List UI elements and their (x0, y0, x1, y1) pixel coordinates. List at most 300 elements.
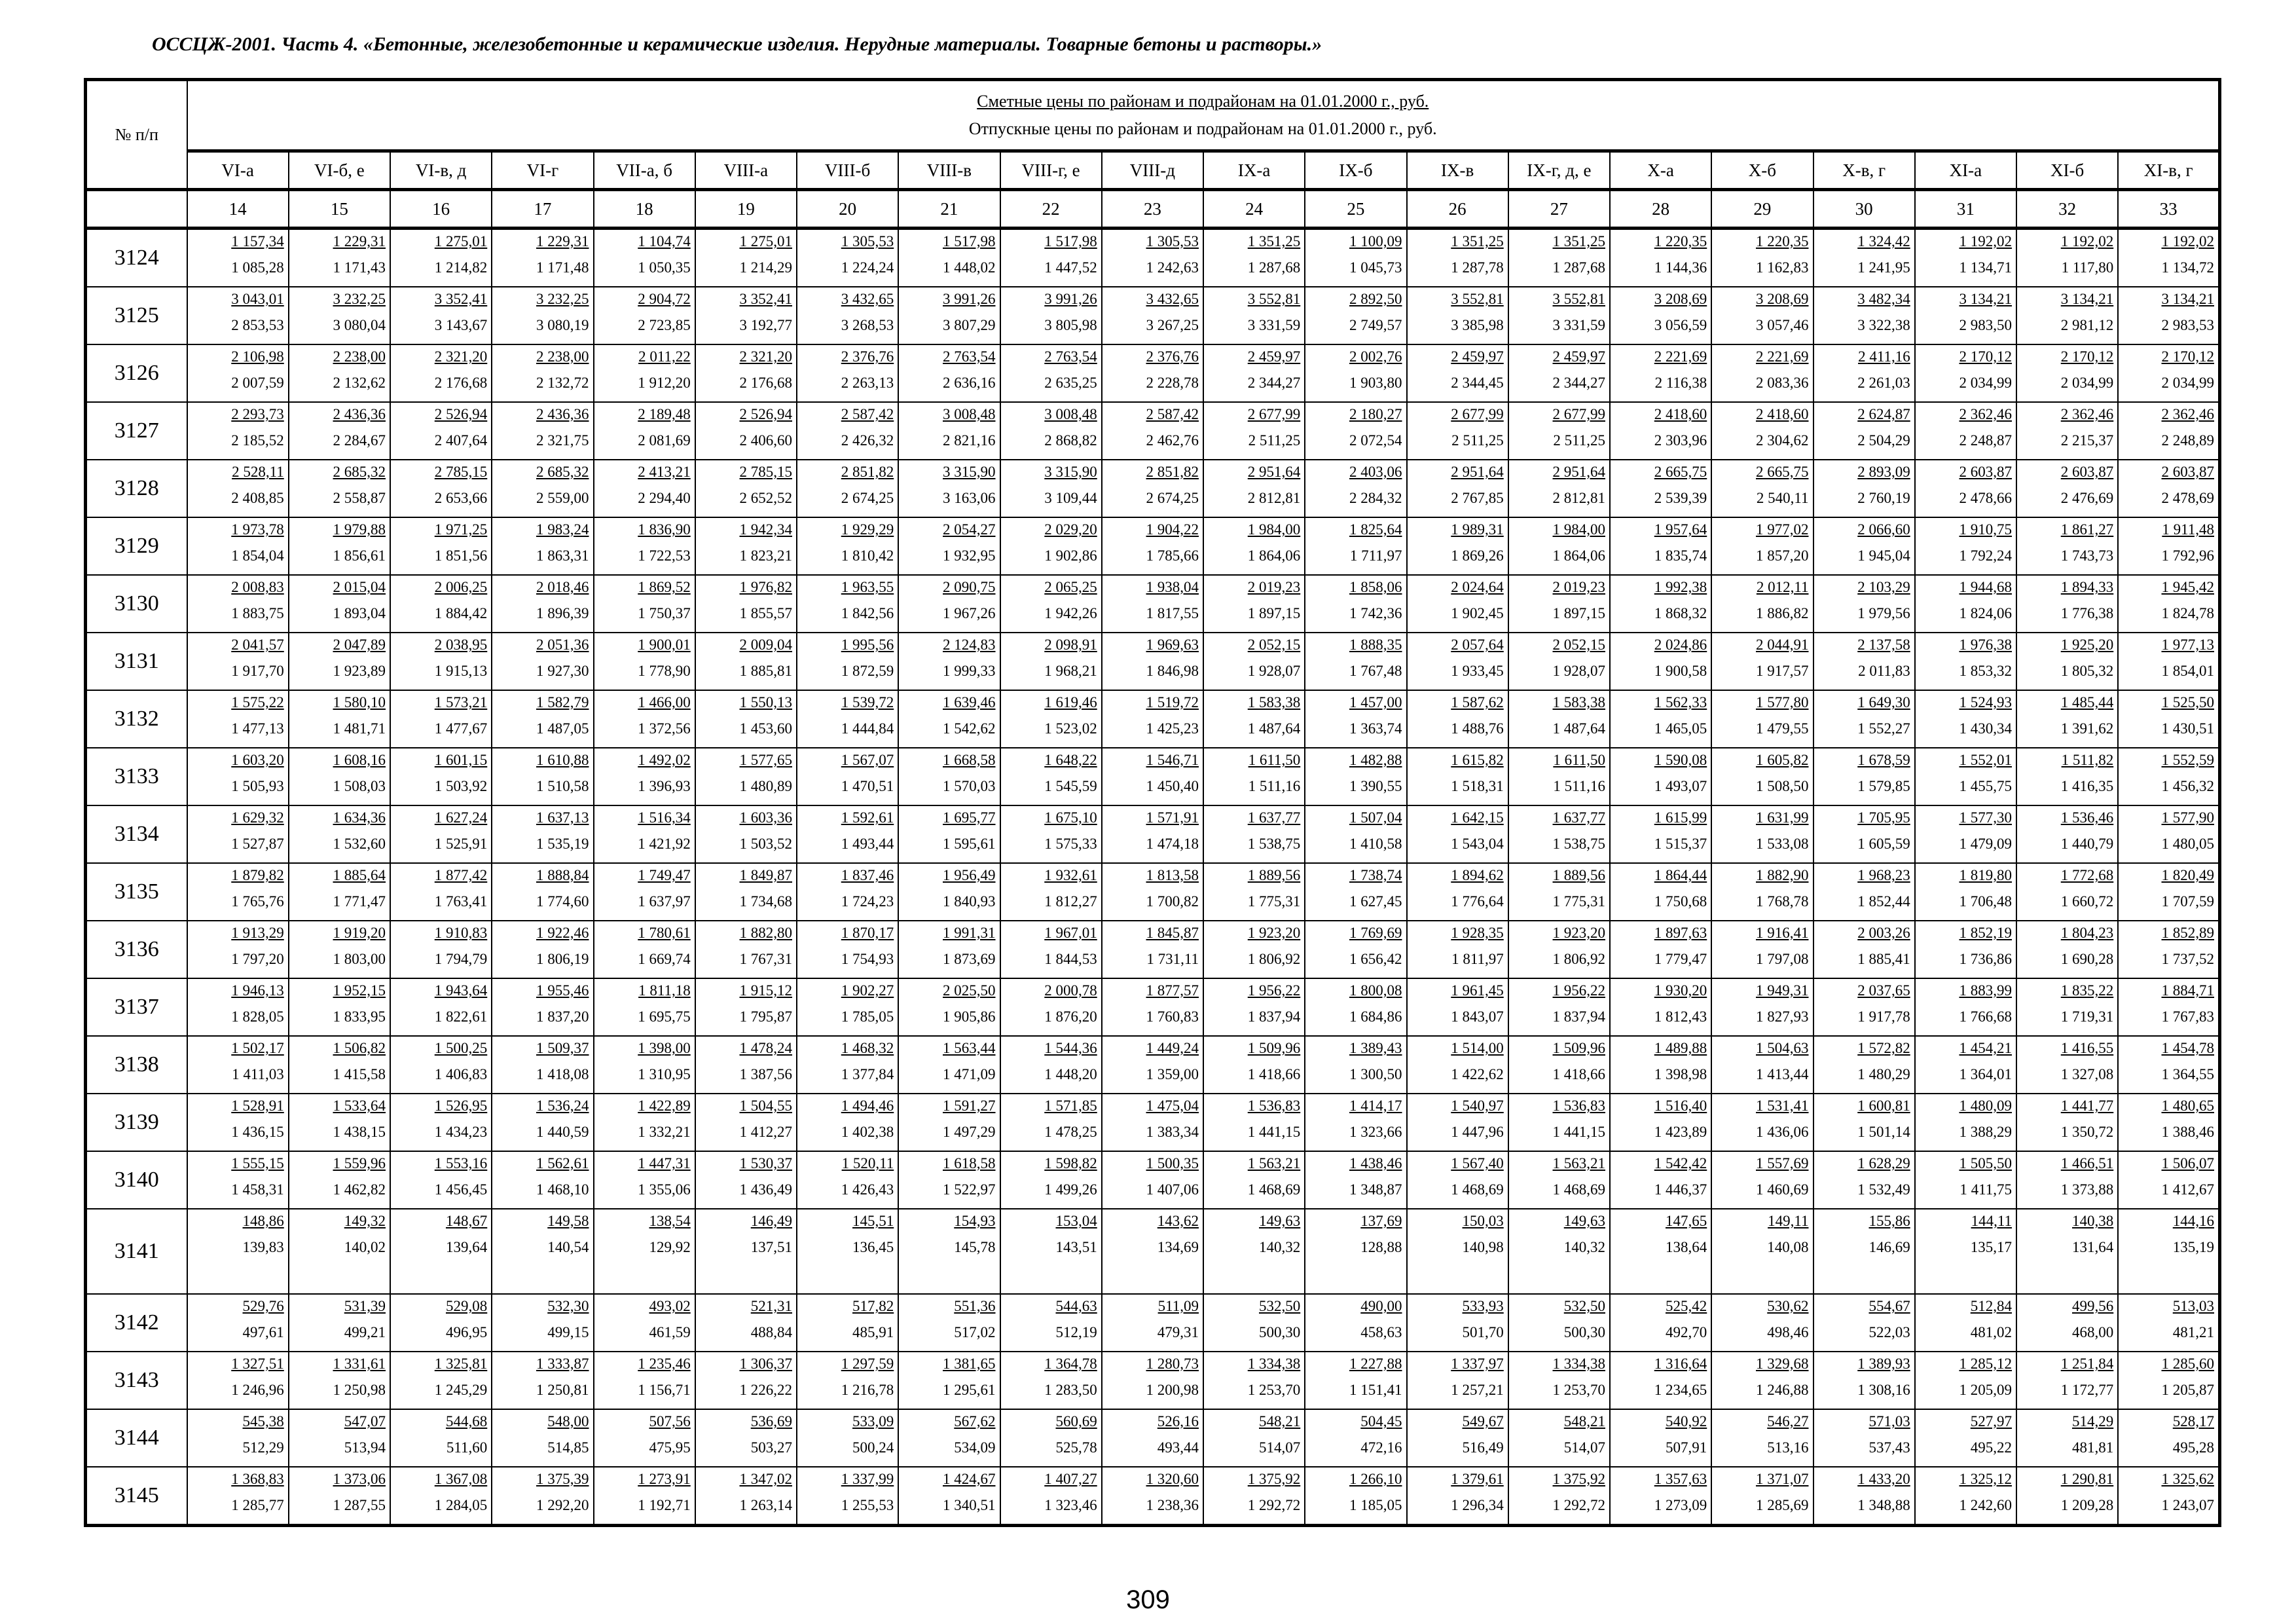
price-cell (1508, 1094, 1610, 1151)
release-price: 1 854,04 (231, 547, 284, 564)
estimated-price: 525,42 (1666, 1298, 1707, 1314)
price-cell (1407, 805, 1508, 863)
release-price: 2 462,76 (1146, 432, 1199, 449)
column-number: 15 (289, 190, 390, 229)
estimated-price: 1 928,35 (1451, 925, 1504, 941)
release-price: 140,54 (547, 1239, 589, 1255)
release-price: 1 214,82 (434, 259, 488, 276)
release-price: 2 007,59 (231, 375, 284, 391)
estimated-price: 532,50 (1259, 1298, 1301, 1314)
price-cell (1000, 690, 1102, 748)
estimated-price: 1 971,25 (434, 521, 488, 538)
estimated-price: 1 916,41 (1756, 925, 1809, 941)
price-cell (695, 460, 797, 517)
price-cell (1711, 402, 1813, 460)
release-price: 2 812,81 (1247, 490, 1301, 506)
estimated-price: 2 044,91 (1756, 637, 1809, 653)
price-cell (1508, 344, 1610, 402)
estimated-price: 2 293,73 (231, 406, 284, 422)
estimated-price: 1 992,38 (1654, 579, 1707, 595)
price-cell (1305, 1209, 1406, 1294)
release-price: 1 468,69 (1247, 1181, 1301, 1198)
release-price: 1 792,24 (1959, 547, 2012, 564)
estimated-price: 3 008,48 (1044, 406, 1097, 422)
release-price: 1 897,15 (1247, 605, 1301, 621)
price-cell (1305, 1036, 1406, 1094)
estimated-price: 2 677,99 (1552, 406, 1605, 422)
row-number: 3131 (86, 633, 187, 690)
release-price: 1 479,55 (1756, 720, 1809, 737)
estimated-price: 1 769,69 (1349, 925, 1402, 941)
estimated-price: 2 436,36 (333, 406, 386, 422)
release-price: 1 418,66 (1552, 1066, 1605, 1082)
release-price: 1 296,34 (1451, 1497, 1504, 1513)
release-price: 537,43 (1868, 1439, 1910, 1456)
estimated-price: 529,76 (242, 1298, 284, 1314)
price-cell (1305, 921, 1406, 978)
release-price: 1 518,31 (1451, 778, 1504, 794)
release-price: 3 322,38 (1857, 317, 1910, 333)
release-price: 496,95 (446, 1324, 488, 1340)
release-price: 2 248,89 (2161, 432, 2214, 449)
row-number: 3135 (86, 863, 187, 921)
column-number: 24 (1203, 190, 1305, 229)
price-cell (1711, 287, 1813, 344)
estimated-price: 1 504,63 (1756, 1040, 1809, 1056)
estimated-price: 3 134,21 (1959, 291, 2012, 307)
price-cell (2118, 1036, 2219, 1094)
row-number: 3134 (86, 805, 187, 863)
estimated-price: 1 329,68 (1756, 1356, 1809, 1372)
price-cell (289, 344, 390, 402)
release-price: 2 504,29 (1857, 432, 1910, 449)
estimated-price: 1 963,55 (841, 579, 894, 595)
estimated-price: 1 516,34 (638, 809, 691, 826)
table-row (86, 805, 2220, 863)
release-price: 1 243,07 (2161, 1497, 2214, 1513)
estimated-price: 1 590,08 (1654, 752, 1707, 768)
table-row (86, 978, 2220, 1036)
release-price: 514,07 (1563, 1439, 1605, 1456)
release-price: 1 434,23 (434, 1124, 488, 1140)
estimated-price: 1 605,82 (1756, 752, 1809, 768)
estimated-price: 1 888,84 (536, 867, 589, 883)
price-cell (695, 805, 797, 863)
release-price: 1 873,69 (943, 951, 996, 967)
price-cell (1305, 402, 1406, 460)
release-price: 2 185,52 (231, 432, 284, 449)
estimated-price: 148,86 (242, 1213, 284, 1229)
release-price: 497,61 (242, 1324, 284, 1340)
estimated-price: 1 227,88 (1349, 1356, 1402, 1372)
estimated-price: 1 631,99 (1756, 809, 1809, 826)
estimated-price: 2 403,06 (1349, 464, 1402, 480)
release-price: 1 487,05 (536, 720, 589, 737)
estimated-price: 1 563,44 (943, 1040, 996, 1056)
row-number: 3145 (86, 1467, 187, 1526)
estimated-price: 1 333,87 (536, 1356, 589, 1372)
release-price: 1 903,80 (1349, 375, 1402, 391)
price-cell (1813, 1294, 1915, 1352)
price-cell (1915, 229, 2016, 287)
release-price: 1 241,95 (1857, 259, 1910, 276)
price-cell (2118, 1151, 2219, 1209)
price-cell (187, 863, 289, 921)
estimated-price: 1 371,07 (1756, 1471, 1809, 1487)
price-cell (1508, 1467, 1610, 1526)
estimated-price: 1 705,95 (1857, 809, 1910, 826)
estimated-price: 3 432,65 (841, 291, 894, 307)
price-cell (390, 1036, 492, 1094)
estimated-price: 507,56 (649, 1413, 691, 1430)
price-cell (797, 229, 898, 287)
estimated-price: 1 506,82 (333, 1040, 386, 1056)
estimated-price: 1 536,83 (1552, 1098, 1605, 1114)
price-cell (1711, 1036, 1813, 1094)
estimated-price: 2 851,82 (1146, 464, 1199, 480)
estimated-price: 1 639,46 (943, 694, 996, 710)
release-price: 1 423,89 (1654, 1124, 1707, 1140)
release-price: 2 083,36 (1756, 375, 1809, 391)
release-price: 1 627,45 (1349, 893, 1402, 910)
release-price: 1 438,15 (333, 1124, 386, 1140)
price-cell (898, 1294, 1000, 1352)
estimated-price: 2 052,15 (1552, 637, 1605, 653)
estimated-price: 1 251,84 (2060, 1356, 2114, 1372)
release-price: 2 636,16 (943, 375, 996, 391)
price-cell (187, 1352, 289, 1409)
estimated-price: 1 969,63 (1146, 637, 1199, 653)
release-price: 1 837,94 (1552, 1008, 1605, 1025)
estimated-price: 2 677,99 (1247, 406, 1301, 422)
price-cell (1102, 805, 1203, 863)
price-cell (187, 748, 289, 805)
release-price: 2 653,66 (434, 490, 488, 506)
price-cell (390, 575, 492, 633)
price-cell (492, 748, 593, 805)
release-price: 513,94 (344, 1439, 386, 1456)
region-header: VI-а (187, 151, 289, 190)
price-cell (797, 748, 898, 805)
release-price: 139,83 (242, 1239, 284, 1255)
price-cell (492, 633, 593, 690)
estimated-prices-caption: Сметные цены по районам и подрайонам на 01.01.2000 г., руб. (977, 92, 1429, 111)
price-cell (695, 1209, 797, 1294)
release-price: 3 805,98 (1044, 317, 1097, 333)
price-cell (1102, 1409, 1203, 1467)
release-price: 1 766,68 (1959, 1008, 2012, 1025)
release-price: 1 864,06 (1247, 547, 1301, 564)
release-price: 1 448,02 (943, 259, 996, 276)
price-cell (2016, 229, 2118, 287)
price-cell (289, 921, 390, 978)
estimated-price: 1 923,20 (1552, 925, 1605, 941)
estimated-price: 3 232,25 (536, 291, 589, 307)
price-cell (1102, 921, 1203, 978)
price-cell (1915, 517, 2016, 575)
estimated-price: 1 852,89 (2161, 925, 2214, 941)
price-cell (289, 1151, 390, 1209)
release-price: 1 852,44 (1857, 893, 1910, 910)
release-price: 1 462,82 (333, 1181, 386, 1198)
release-price: 1 827,93 (1756, 1008, 1809, 1025)
release-price: 2 072,54 (1349, 432, 1402, 449)
estimated-price: 1 325,81 (434, 1356, 488, 1372)
price-cell (1305, 575, 1406, 633)
price-cell (1508, 978, 1610, 1036)
estimated-price: 1 956,49 (943, 867, 996, 883)
estimated-price: 2 025,50 (943, 982, 996, 999)
estimated-price: 3 315,90 (943, 464, 996, 480)
price-cell (1000, 748, 1102, 805)
estimated-price: 1 883,99 (1959, 982, 2012, 999)
price-cell (1711, 633, 1813, 690)
price-cell (2118, 1294, 2219, 1352)
release-price: 1 436,15 (231, 1124, 284, 1140)
estimated-price: 1 819,80 (1959, 867, 2012, 883)
estimated-price: 2 763,54 (1044, 348, 1097, 365)
estimated-price: 527,97 (1970, 1413, 2012, 1430)
price-cell (1000, 1036, 1102, 1094)
release-price: 1 885,41 (1857, 951, 1910, 967)
column-number: 25 (1305, 190, 1406, 229)
price-cell (594, 460, 695, 517)
price-cell (2016, 978, 2118, 1036)
estimated-price: 1 637,77 (1552, 809, 1605, 826)
price-cell (1102, 1294, 1203, 1352)
estimated-price: 1 447,31 (638, 1155, 691, 1172)
estimated-price: 2 677,99 (1451, 406, 1504, 422)
release-price: 1 388,46 (2161, 1124, 2214, 1140)
price-cell (797, 1036, 898, 1094)
release-price: 1 543,04 (1451, 836, 1504, 852)
estimated-price: 2 057,64 (1451, 637, 1504, 653)
release-price: 481,02 (1970, 1324, 2012, 1340)
release-price: 140,02 (344, 1239, 386, 1255)
price-cell (2118, 517, 2219, 575)
release-price: 1 391,62 (2060, 720, 2114, 737)
release-price: 1 785,05 (841, 1008, 894, 1025)
estimated-price: 1 627,24 (434, 809, 488, 826)
price-cell (390, 690, 492, 748)
release-price: 1 415,58 (333, 1066, 386, 1082)
release-price: 1 224,24 (841, 259, 894, 276)
price-cell (594, 863, 695, 921)
price-cell (1610, 517, 1711, 575)
price-cell (1508, 402, 1610, 460)
price-cell (1305, 1294, 1406, 1352)
estimated-price: 1 492,02 (638, 752, 691, 768)
release-price: 2 011,83 (1858, 663, 1910, 679)
release-price: 2 981,12 (2060, 317, 2114, 333)
price-cell (1407, 978, 1508, 1036)
estimated-price: 514,29 (2072, 1413, 2114, 1430)
release-price: 2 558,87 (333, 490, 386, 506)
estimated-price: 1 544,36 (1044, 1040, 1097, 1056)
estimated-price: 490,00 (1360, 1298, 1402, 1314)
release-price: 525,78 (1055, 1439, 1097, 1456)
estimated-price: 1 877,42 (434, 867, 488, 883)
price-cell (289, 748, 390, 805)
estimated-price: 2 362,46 (2060, 406, 2114, 422)
price-cell (1305, 978, 1406, 1036)
price-cell (390, 229, 492, 287)
price-cell (1813, 978, 1915, 1036)
price-cell (1203, 1352, 1305, 1409)
region-header: VIII-д (1102, 151, 1203, 190)
price-cell (289, 1036, 390, 1094)
release-price: 1 480,05 (2161, 836, 2214, 852)
estimated-price: 1 961,45 (1451, 982, 1504, 999)
release-price: 1 497,29 (943, 1124, 996, 1140)
estimated-price: 1 835,22 (2060, 982, 2114, 999)
region-header: VII-а, б (594, 151, 695, 190)
release-price: 1 707,59 (2161, 893, 2214, 910)
table-row (86, 863, 2220, 921)
estimated-price: 1 977,02 (1756, 521, 1809, 538)
release-price: 2 303,96 (1654, 432, 1707, 449)
price-cell (1203, 402, 1305, 460)
release-price: 1 856,61 (333, 547, 386, 564)
release-price: 1 812,43 (1654, 1008, 1707, 1025)
release-price: 1 897,15 (1552, 605, 1605, 621)
row-number: 3140 (86, 1151, 187, 1209)
price-cell (797, 805, 898, 863)
estimated-price: 1 976,82 (739, 579, 792, 595)
estimated-price: 1 478,24 (739, 1040, 792, 1056)
release-price: 1 605,59 (1857, 836, 1910, 852)
release-price: 1 792,96 (2161, 547, 2214, 564)
price-cell (492, 1036, 593, 1094)
release-price: 1 287,68 (1247, 259, 1301, 276)
estimated-price: 2 528,11 (232, 464, 284, 480)
price-cell (1915, 921, 2016, 978)
row-number: 3127 (86, 402, 187, 460)
release-price: 1 883,75 (231, 605, 284, 621)
release-price: 1 915,13 (434, 663, 488, 679)
release-price: 3 080,19 (536, 317, 589, 333)
price-cell (1102, 1467, 1203, 1526)
estimated-price: 1 553,16 (434, 1155, 488, 1172)
release-price: 3 056,59 (1654, 317, 1707, 333)
price-cell (594, 1294, 695, 1352)
release-price: 1 754,93 (841, 951, 894, 967)
release-price: 3 080,04 (333, 317, 386, 333)
price-cell (187, 517, 289, 575)
estimated-price: 1 375,92 (1247, 1471, 1301, 1487)
estimated-price: 2 098,91 (1044, 637, 1097, 653)
estimated-price: 1 555,15 (231, 1155, 284, 1172)
estimated-price: 154,93 (954, 1213, 996, 1229)
price-cell (1000, 1209, 1102, 1294)
price-cell (2118, 1409, 2219, 1467)
table-row (86, 1294, 2220, 1352)
price-cell (390, 1094, 492, 1151)
estimated-price: 1 938,04 (1146, 579, 1199, 595)
estimated-price: 2 189,48 (638, 406, 691, 422)
release-price: 1 684,86 (1349, 1008, 1402, 1025)
release-price: 500,30 (1563, 1324, 1605, 1340)
release-price: 499,21 (344, 1324, 386, 1340)
estimated-price: 1 285,12 (1959, 1356, 2012, 1372)
estimated-price: 1 517,98 (1044, 233, 1097, 249)
release-price: 1 595,61 (943, 836, 996, 852)
price-cell (1102, 1094, 1203, 1151)
estimated-price: 2 526,94 (739, 406, 792, 422)
release-price: 1 418,66 (1247, 1066, 1301, 1082)
estimated-price: 1 877,57 (1146, 982, 1199, 999)
estimated-price: 1 618,58 (943, 1155, 996, 1172)
estimated-price: 1 845,87 (1146, 925, 1199, 941)
release-price: 1 144,36 (1654, 259, 1707, 276)
estimated-price: 2 526,94 (434, 406, 488, 422)
price-cell (390, 287, 492, 344)
price-cell (390, 1209, 492, 1294)
estimated-price: 1 305,53 (1146, 233, 1199, 249)
estimated-price: 149,32 (344, 1213, 386, 1229)
price-cell (1711, 1151, 1813, 1209)
estimated-price: 532,30 (547, 1298, 589, 1314)
estimated-price: 1 347,02 (739, 1471, 792, 1487)
release-price: 1 263,14 (739, 1497, 792, 1513)
release-price: 498,46 (1767, 1324, 1809, 1340)
price-cell (594, 633, 695, 690)
price-cell (2016, 1294, 2118, 1352)
release-price: 1 171,43 (333, 259, 386, 276)
release-price: 1 085,28 (231, 259, 284, 276)
price-cell (1508, 690, 1610, 748)
release-price: 1 932,95 (943, 547, 996, 564)
release-price: 1 863,31 (536, 547, 589, 564)
release-price: 1 481,71 (333, 720, 386, 737)
estimated-price: 1 525,50 (2161, 694, 2214, 710)
estimated-price: 3 352,41 (434, 291, 488, 307)
price-cell (1915, 344, 2016, 402)
price-cell (898, 402, 1000, 460)
estimated-price: 2 011,22 (638, 348, 691, 365)
price-cell (390, 460, 492, 517)
price-cell (1407, 863, 1508, 921)
release-price: 1 917,70 (231, 663, 284, 679)
release-price: 514,07 (1259, 1439, 1301, 1456)
release-price: 1 387,56 (739, 1066, 792, 1082)
estimated-price: 1 772,68 (2060, 867, 2114, 883)
release-price: 1 156,71 (638, 1382, 691, 1398)
estimated-price: 1 379,61 (1451, 1471, 1504, 1487)
price-cell (898, 921, 1000, 978)
price-cell (390, 1467, 492, 1526)
price-cell (1305, 1409, 1406, 1467)
estimated-price: 1 956,22 (1247, 982, 1301, 999)
release-price: 1 407,06 (1146, 1181, 1199, 1198)
price-cell (1508, 921, 1610, 978)
estimated-price: 1 441,77 (2060, 1098, 2114, 1114)
price-cell (1407, 748, 1508, 805)
price-cell (1915, 1036, 2016, 1094)
price-cell (289, 517, 390, 575)
price-cell (1610, 633, 1711, 690)
price-cell (390, 633, 492, 690)
release-price: 134,69 (1157, 1239, 1199, 1255)
release-price: 1 478,25 (1044, 1124, 1097, 1140)
price-cell (289, 863, 390, 921)
price-cell (1915, 1294, 2016, 1352)
price-cell (1711, 1467, 1813, 1526)
price-cell (390, 517, 492, 575)
estimated-price: 2 459,97 (1247, 348, 1301, 365)
price-cell (1203, 805, 1305, 863)
price-cell (289, 229, 390, 287)
